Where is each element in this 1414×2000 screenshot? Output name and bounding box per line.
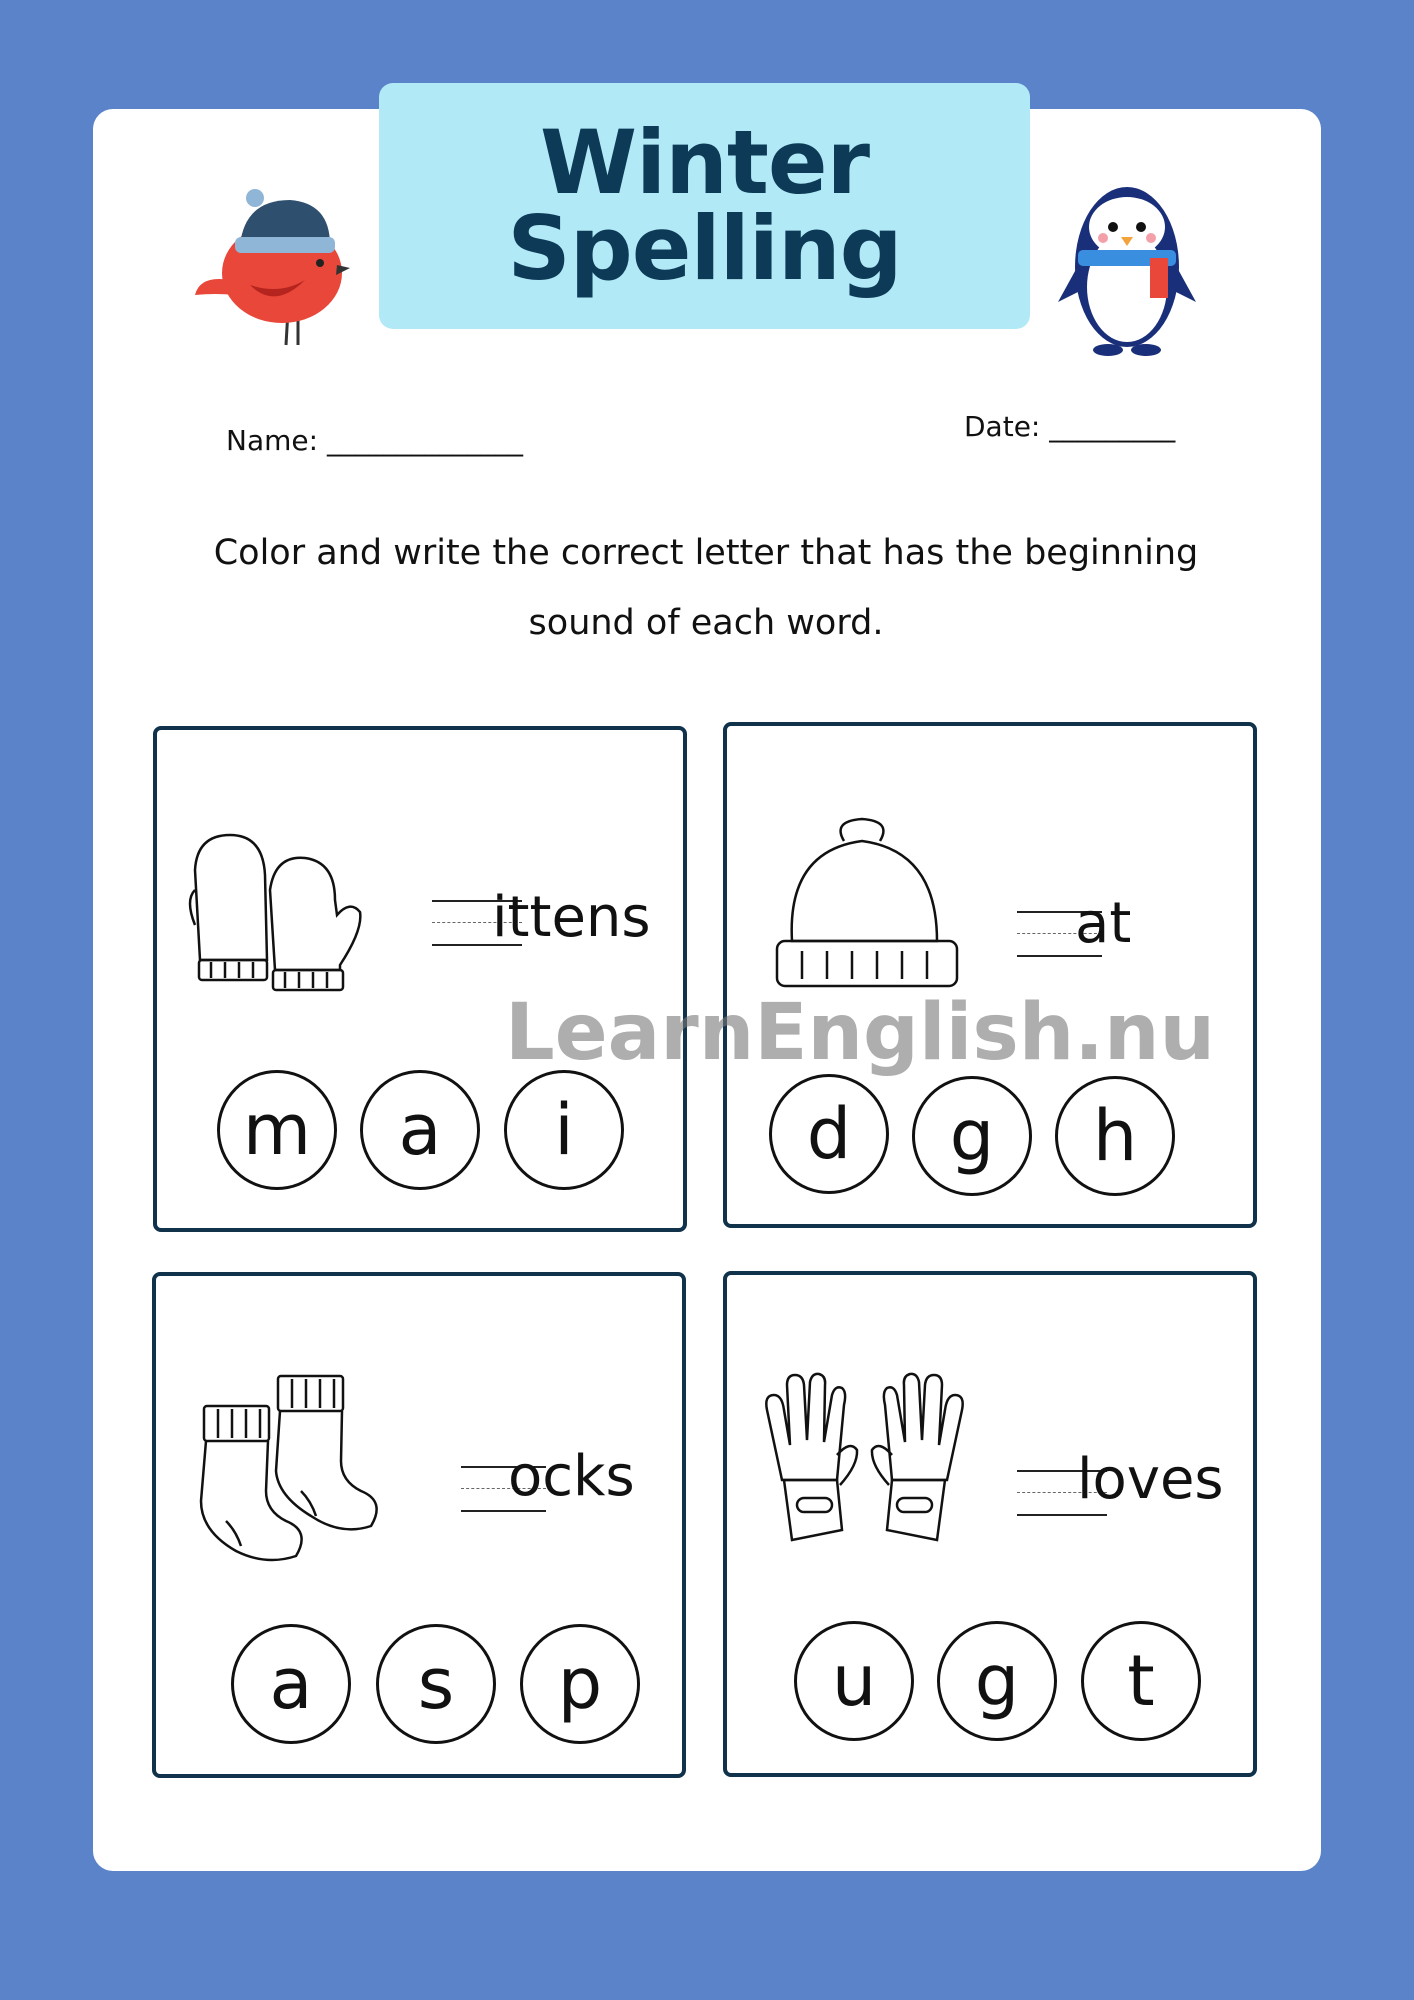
hat-icon <box>772 811 962 1001</box>
word-ending: ocks <box>508 1444 635 1509</box>
watermark: LearnEnglish.nu <box>505 988 1215 1078</box>
word-ending: ittens <box>492 885 651 950</box>
name-field[interactable]: Name: ______________ <box>226 424 523 457</box>
socks-icon <box>196 1371 396 1571</box>
penguin-icon <box>1058 172 1196 357</box>
letter-choice[interactable]: a <box>360 1070 480 1190</box>
letter-choice[interactable]: p <box>520 1624 640 1744</box>
word-card-hat <box>723 722 1257 1228</box>
word-card-mittens <box>153 726 687 1232</box>
letter-choice[interactable]: t <box>1081 1621 1201 1741</box>
gloves-icon <box>762 1370 972 1550</box>
word-ending: at <box>1075 891 1132 956</box>
letter-choice[interactable]: u <box>794 1621 914 1741</box>
letter-choice[interactable]: m <box>217 1070 337 1190</box>
letter-choice[interactable]: s <box>376 1624 496 1744</box>
letter-choice[interactable]: i <box>504 1070 624 1190</box>
instruction-text: Color and write the correct letter that has the beginning sound of each word. <box>213 533 1199 643</box>
date-field[interactable]: Date: _________ <box>964 410 1176 443</box>
word-card-socks <box>152 1272 686 1778</box>
title-line-1: Winter <box>539 111 870 214</box>
title-line-2: Spelling <box>507 197 902 300</box>
title-banner <box>379 83 1030 329</box>
letter-choice[interactable]: a <box>231 1624 351 1744</box>
word-card-gloves <box>723 1271 1257 1777</box>
letter-choice[interactable]: g <box>912 1076 1032 1196</box>
word-ending: loves <box>1077 1447 1224 1512</box>
letter-choice[interactable]: d <box>769 1074 889 1194</box>
letter-choice[interactable]: g <box>937 1621 1057 1741</box>
bird-icon <box>190 185 350 350</box>
letter-choice[interactable]: h <box>1055 1076 1175 1196</box>
mittens-icon <box>185 830 385 1000</box>
